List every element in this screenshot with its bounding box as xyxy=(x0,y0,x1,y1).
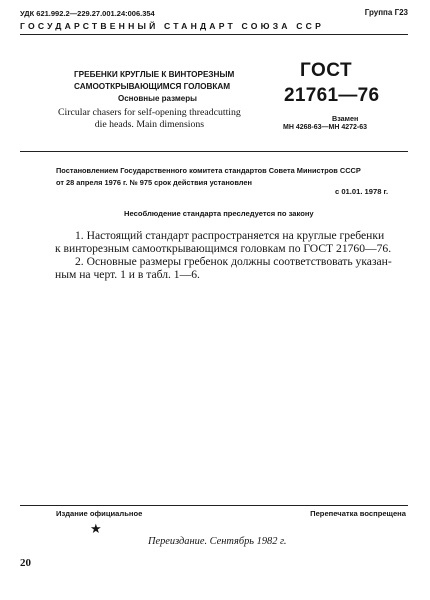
official-edition: Издание официальное xyxy=(56,509,143,518)
decree-line2: от 28 апреля 1976 г. № 975 срок действия установлен xyxy=(56,178,252,187)
paragraph-2-line1: 2. Основные размеры гребенок должны соответствовать указан- xyxy=(75,255,392,268)
title-en xyxy=(58,107,241,131)
title-en-line2: die heads. Main dimensions xyxy=(94,119,205,130)
gost-label: ГОСТ xyxy=(300,60,353,81)
header-rule xyxy=(20,34,408,35)
title-ru-line2: САМООТКРЫВАЮЩИМСЯ ГОЛОВКАМ xyxy=(74,82,231,91)
footer-rule xyxy=(20,505,408,506)
title-ru-line1: ГРЕБЕНКИ КРУГЛЫЕ К ВИНТОРЕЗНЫМ xyxy=(74,70,235,79)
replace-label: Взамен xyxy=(332,114,359,123)
udk-code: УДК 621.992.2—229.27.001.24:006.354 xyxy=(20,9,155,18)
paragraph-2-line2: ным на черт. 1 и в табл. 1—6. xyxy=(55,268,200,281)
decree-text xyxy=(56,165,361,189)
replace-text: МН 4268-63—МН 4272-63 xyxy=(283,124,368,131)
title-ru xyxy=(74,69,234,93)
title-en-line1: Circular chasers for self-opening threadcutting xyxy=(58,107,241,118)
paragraph-1-line1: 1. Настоящий стандарт распространяется на круглые гребенки xyxy=(75,229,385,242)
standard-banner: ГОСУДАРСТВЕННЫЙ СТАНДАРТ СОЮЗА ССР xyxy=(20,21,325,31)
section-rule xyxy=(20,151,408,152)
page-number: 20 xyxy=(20,557,31,569)
group-code: Группа Г23 xyxy=(364,8,408,17)
effective-date: с 01.01. 1978 г. xyxy=(335,187,389,196)
paragraph-1 xyxy=(55,229,407,255)
reprint-note: Переиздание. Сентябрь 1982 г. xyxy=(148,536,287,547)
gost-number: 21761—76 xyxy=(284,85,380,106)
paragraph-2 xyxy=(55,255,407,281)
law-warning: Несоблюдение стандарта преследуется по закону xyxy=(124,209,314,218)
decree-line1: Постановлением Государственного комитета стандартов Совета Министров СССР xyxy=(56,166,361,175)
subtitle-ru: Основные размеры xyxy=(118,94,197,103)
reprint-prohibited: Перепечатка воспрещена xyxy=(310,509,406,518)
star-icon: ★ xyxy=(90,521,102,536)
paragraph-1-line2: к винторезным самооткрывающимся головкам по ГОСТ 21760—76. xyxy=(55,242,392,255)
